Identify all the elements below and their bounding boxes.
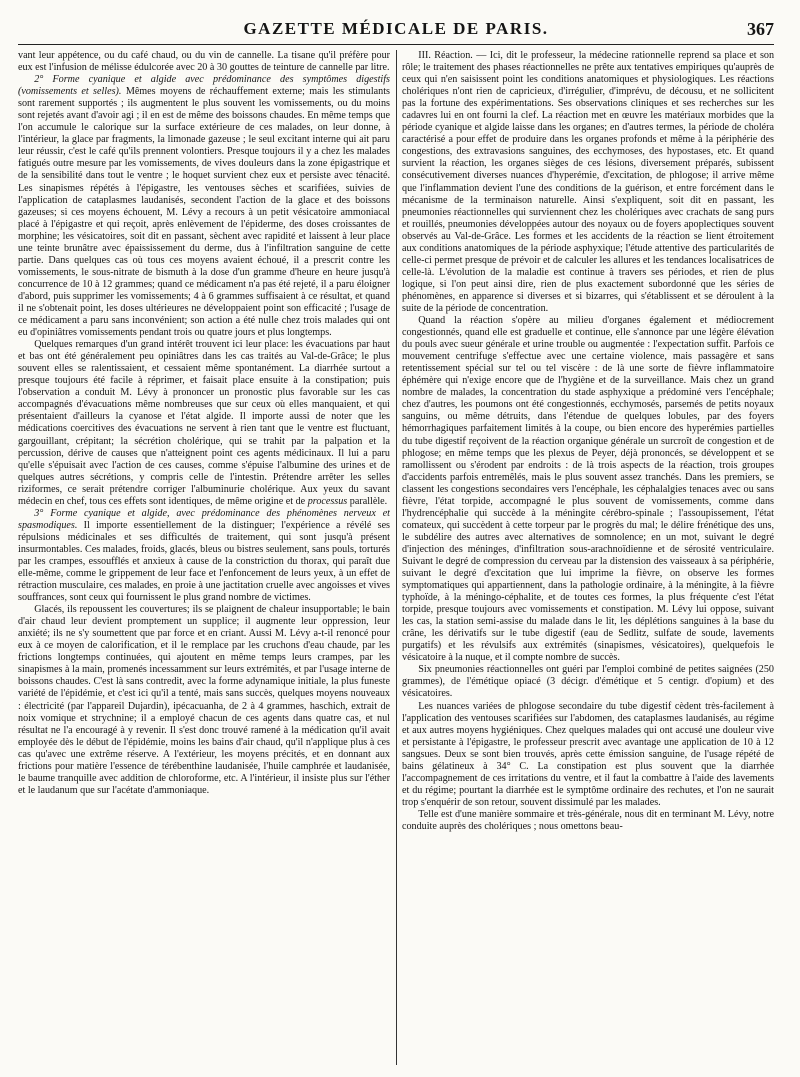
paragraph: Telle est d'une manière sommaire et très-générale, nous dit en terminant M. Lévy, notre conduite auprès des cholériques ; nous omettons beau- [402,808,774,832]
paragraph: Glacés, ils repoussent les couvertures; ils se plaignent de chaleur insupportable; le bain d'air chaud leur devient promptement un supplice; il augmente leur oppression, leur anxiété; ils ne s'y soumettent que par force et en criant. Aussi M. Lévy a-t-il renoncé pour eux à ce moyen de calorification, et il le remplace par les cruchons d'eau chaude, par les frictions longtemps continuées, qui ajoutent en même temps leurs crampes, par les sinapismes à la main, promenés incessamment sur leurs extrémités, et par l'usage interne de boissons chaudes. C'est là sans contredit, avec la forme adynamique initiale, la plus funeste variété de l'épidémie, et c'est ici qu'il a tenté, mais sans succès, quelques moyens nouveaux : électricité (par l'appareil Dujardin), ipécacuanha, de 2 à 4 grammes, haschich, extrait de noix vomique et strychnine; il a employé chacun de ces agents dans quatre cas, et nul résultat ne l'a encouragé à y revenir. Il s'est donc trouvé ramené à la médication qu'il avait employée dès le début de l'épidémie, moins les bains d'air chaud, qu'il n'applique plus à ces cas qu'avec une extrême réserve. A l'extérieur, les moyens précités, et en donnant aux frictions pour matière l'essence de térébenthine laudanisée, l'huile camphrée et laudanisée, le baume tranquille avec addition de chloroforme, etc. A l'intérieur, il insiste plus sur l'éther et le laudanum que sur l'acétate d'ammoniaque. [18,604,390,796]
section-text: Mêmes moyens de réchauffement externe; mais les stimulants sont rarement supportés ; ils augmentent le plus souvent les vomissements, ou du moins sont rejetés avant d'avoir agi ; il en est de même des boissons chaudes. En même temps que l'on accumule le calorique sur la surface extérieure de ces malades, on leur donne, à l'intérieur, la glace par fragments, la limonade gazeuse ; le seul excitant interne qui ait paru leur réussir, c'est le café qu'ils prennent volontiers. Presque toujours il y a chez les malades fatigués outre mesure par les vomissements, de vives douleurs dans la zone épigastrique et de la sensibilité dans tout le ventre ; le hoquet survient chez eux et persiste avec ténacité. Les sinapismes répétés à l'épigastre, les ventouses sèches et scarifiées, suivies de l'application de cataplasmes laudanisés, secondent l'action de la glace et des boissons gazeuses; si ces moyens échouent, M. Lévy a recours à un petit vésicatoire ammoniacal placé à l'épigastre et qui reçoit, après enlèvement de l'épiderme, des doses croissantes de morphine; les vésicatoires, soit dit en passant, sèchent avec rapidité et laissent à leur place une teinte brunâtre avec épaississement du derme, dus à l'infiltration sanguine de cette partie. Dans quelques cas où tous ces moyens avaient échoué, il a prescrit contre les vomissements, le sous-nitrate de bismuth à la dose d'un gramme d'heure en heure jusqu'à concurrence de 10 à 12 grammes; quand ce médicament n'a pas été rejeté, il a paru éloigner d'abord, puis supprimer les vomissements; 4 à 6 grammes suffisaient à ce résultat, et quand il ne s'obtenait point, les doses ultérieures ne développaient point son efficacité ; l'usage de ce médicament a paru sans inconvénient; son action a été nulle chez trois malades qui ont eu d'opiniâtres vomissements pendant trois ou quatre jours et plus longtemps. [18,86,390,339]
page-header [18,14,774,45]
paragraph: vant leur appétence, ou du café chaud, ou du vin de cannelle. La tisane qu'il préfère pour eux est l'infusion de mélisse édulcorée avec 20 à 30 gouttes de teinture de cannelle par litre. [18,50,390,74]
paragraph: Quand la réaction s'opère au milieu d'organes également et médiocrement congestionnés, quand elle est graduelle et continue, elle s'annonce par une légère élévation du pouls avec sueur générale et urine trouble ou augmentée : l'expectation suffit. Parfois ce mouvement centrifuge s'effectue avec une certaine violence, mais passagère et sans retentissement spécial sur tel ou tel viscère : de là une sorte de fièvre inflammatoire éphémère qui n'exige encore que de l'hygiène et de la surveillance. Mais chez un grand nombre de malades, la concentration du stade asphyxique a prédominé vers l'encéphale; chez d'autres, les poumons ont été congestionnés, ecchymosés, parsemés de petits noyaux sanguins, ou même détruits, dans l'étendue de quelques lobules, par des foyers hémorrhagiques parfaitement limités à la coupe, ou bien encore des hyperémies partielles du tube digestif reçoivent de la réaction organique générale un surcroît de congestion et de phlogose; en même temps que les plexus de Peyer, déjà prononcés, se développent et se ramollissent ou s'érodent par endroits : de là trois aspects de la réaction, trois groupes d'accidents parfois entremêlés, mais le plus souvent assez tranchés. Dans les premiers, se classent les congestions secondaires vers l'encéphale, les céphalalgies tenaces avec ou sans fièvre, l'état torpide, accompagné le plus souvent de vomissements, comme dans l'hydrencéphalie qui succède à la méningite cérébro-spinale ; l'assoupissement, l'état comateux, qui succèdent à cette torpeur par le progrès du mal; le délire frénétique des uns, le subdélire des autres avec alternatives de somnolence; en un mot, suivant le degré d'injection des méninges, d'infiltration sous-arachnoïdienne et de sérosité ventriculaire. Suivant le degré de compression du cerveau par la distension des vaisseaux à sa périphérie, suivant le degré d'excitation que lui imprime la fièvre, on observe les formes symptomatiques qui appartiennent, dans la pathologie ordinaire, à la méningite, à la fièvre typhoïde, à la méningo-céphalite, et de toutes ces formes, la plus fréquente c'est l'état torpide, presque toujours avec vomissements et constipation. M. Lévy lui oppose, suivant les cas, la station semi-assise du malade dans le lit, les déplétions sanguines à la base du crâne, les dérivatifs sur le tube digestif (eau de Sedlitz, sulfate de soude, lavements purgatifs) et les révulsifs aux extrémités (sinapismes, vésicatoires), quelquefois le vésicatoire à la nuque, et il compte nombre de succès. [402,315,774,664]
paragraph: Les nuances variées de phlogose secondaire du tube digestif cèdent très-facilement à l'application des ventouses scarifiées sur l'abdomen, des cataplasmes laudanisés, au régime et aux autres moyens hygiéniques. Chez quelques malades qui ont accusé une douleur vive et persistante à l'épigastre, le professeur prescrit avec avantage une application de 10 à 12 sangsues. Deux se sont bien trouvés, après cette émission sanguine, de l'usage répété de bains gélatineux à 34° C. La constipation est plus souvent que la diarrhée l'accompagnement de ces irritations du ventre, et il faut la combattre à l'aide des lavements et du régime; pourtant la diarrhée est le symptôme ordinaire des rechutes, et l'on ne saurait trop s'enquérir de son retour, souvent dissimulé par les malades. [402,700,774,808]
paragraph [402,50,774,315]
paragraph [18,508,390,604]
section-heading: 3° Forme cyanique et algide, avec prédominance des phénomènes nerveux et spasmodiques. [18,507,390,531]
page-number: 367 [747,19,774,39]
paragraph [18,339,390,508]
article-columns [18,50,774,1065]
running-title: GAZETTE MÉDICALE DE PARIS. [243,19,549,38]
section-heading: 2° Forme cyanique et algide avec prédominance des symptômes digestifs (vomissements et selles). [18,74,390,98]
emphasis-text: processus [307,495,348,507]
paragraph: Six pneumonies réactionnelles ont guéri par l'emploi combiné de petites saignées (250 grammes), de l'émétique opiacé (3 décigr. d'émétique et 5 centigr. d'opium) et des vésicatoires. [402,664,774,700]
left-column [18,50,390,1065]
section-text: Il importe essentiellement de la distinguer; l'expérience a révélé ses répulsions médicinales et ses difficultés de traitement, qui sont jusqu'à présent insurmontables. Ces malades, froids, glacés, bleus ou bistres seulement, sans pouls, torturés par les crampes, essoufflés et anxieux à cause de la constriction du thorax, qui paraît due elle-même, comme le grippement de leur face et l'enfoncement de leurs yeux, à un effet de rétraction musculaire, ces malades, en proie à une jactitation cruelle avec angoisses et vives souffrances, sont ceux qui fournissent le plus grand nombre de victimes. [18,519,390,604]
paragraph [18,74,390,339]
section-text: — Ici, dit le professeur, la médecine rationnelle reprend sa place et son rôle; le traitement des phases réactionnelles ne prête aux tentatives empiriques qu'auprès de ceux qui n'en saisissent point les conditions anatomiques et physiologiques. Les réactions cholériques n'ont rien de capricieux, d'irrégulier, d'imprévu, de décousu, et ne sollicitent pas la fortune des expérimentations. Ses observations cliniques et ses recherches sur les cadavres lui en ont fourni la clef. La réaction met en œuvre les matériaux morbides que la période cyanique et algide laisse dans les organes; en d'autres termes, la période de choléra caractérisé a pour effet de produire dans les organes profonds et même à la périphérie des congestions, des extravasions sanguines, des ecchymoses, des hypostases, etc. Et quand survient la réaction, les organes sièges de ces lésions, diversement préparés, subissent consécutivement diverses nuances d'hyperémie, d'excitation, de phlogose; il arrive même que l'inflammation devient l'une des conditions de la guérison, et entre forcément dans le mécanisme de la terminaison naturelle. Ainsi s'expliquent, soit dit en passant, les pneumonies réactionnelles qui surviennent chez les cholériques avec crachats de sang purs et rouillés, pneumonies développées autour des noyaux ou de foyers apoplectiques souvent observés au Val-de-Grâce. Les formes et les accidents de la réaction se lient étroitement aux conditions anatomiques de la période asphyxique; l'étude attentive des particularités de celle-ci permet presque de prévoir et de calculer les allures et les tendances localisatrices de celle-là. L'évolution de la maladie est continue à travers ses périodes, et rien de plus logique, si l'on peut ainsi dire, rien de plus exactement subordonné que les séries de phénomènes, en apparence si diverses et si bizarres, qui s'établissent et se déroulent à la suite de la période de concentration. [402,50,774,314]
paragraph-text-end: parallèle. [349,495,388,507]
section-heading: III. Réaction. [418,50,473,61]
right-column [402,50,774,1065]
paragraph-text: Quelques remarques d'un grand intérêt trouvent ici leur place: les évacuations par haut et bas ont été généralement peu opiniâtres dans les cas traités au Val-de-Grâce; le plus souvent elles se ralentissaient, et cessaient même spontanément. La diarrhée surtout a presque toujours été facile à réprimer, et faisait place ensuite à la constipation; puis l'observation a conduit M. Lévy à prononcer un pronostic plus favorable sur les cas accompagnés d'évacuations même nombreuses que sur ceux où elles manquaient, et qui présentaient d'ailleurs la cyanose et l'état algide. Il importe aussi de noter que les médications coercitives des évacuations ne servent à rien tant que le ventre est fluctuant, gargouillant, crépitant; la sécrétion cholérique, qui se trahit par la palpation et la percussion, dérive de causes que n'atteignent point ces agents médicinaux. Il lui a paru qu'elle s'épuisait avec l'action de ces causes, comme s'épuise l'albumine des urines et de quelques autres sécrétions, y compris celle de l'intestin. Prétendre arrêter les selles riziformes, ce serait prétendre corriger l'albuminurie cholérique. Aux yeux du savant médecin en chef, tous ces effets sont identiques, de même origine et de [18,339,390,507]
column-divider [396,50,397,1065]
